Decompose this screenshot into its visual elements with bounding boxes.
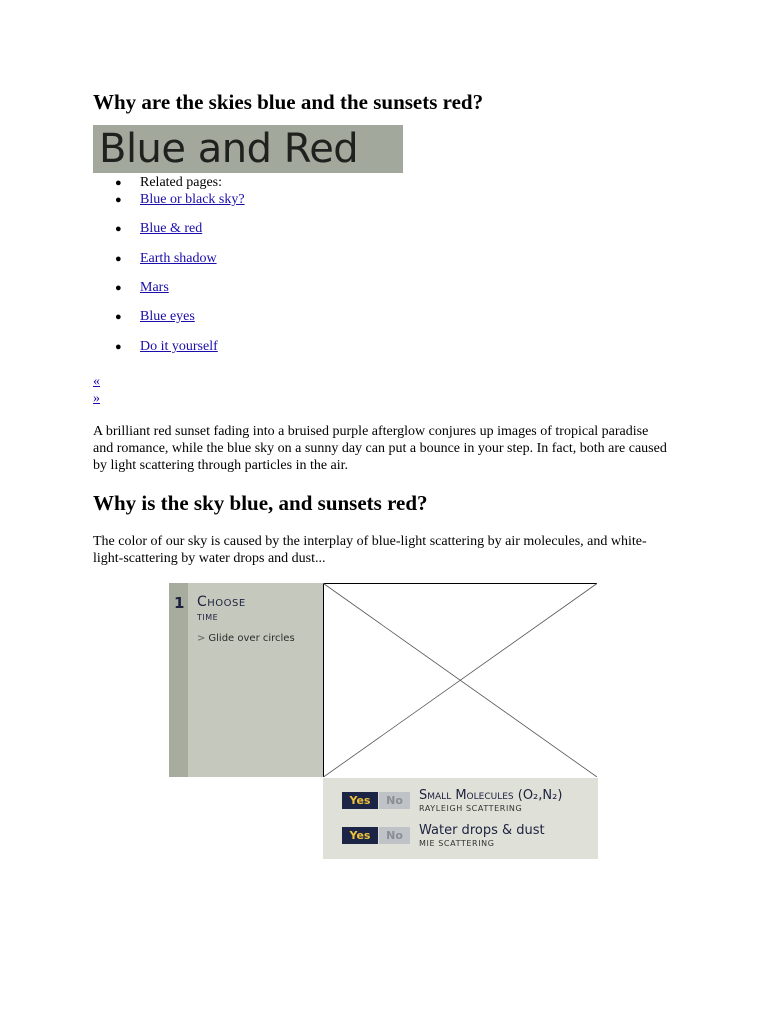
widget-step-panel [169, 583, 323, 777]
related-link-do-it-yourself[interactable]: Do it yourself [140, 339, 218, 354]
page-title: Why are the skies blue and the sunsets red? [93, 90, 484, 114]
instruction [197, 633, 295, 644]
no-button[interactable]: No [379, 827, 410, 844]
related-heading: Related pages: [140, 175, 223, 190]
bullet: ● [115, 223, 122, 235]
pager [93, 373, 100, 407]
related-link-earth-shadow[interactable]: Earth shadow [140, 251, 217, 266]
panel-strip [169, 583, 188, 777]
no-button[interactable]: No [379, 792, 410, 809]
related-link-blue-eyes[interactable]: Blue eyes [140, 309, 195, 324]
step-title-line-2: time [197, 609, 219, 623]
step-title-line-1: Choose [197, 594, 246, 610]
bullet: ● [115, 341, 122, 353]
bullet: ● [115, 253, 122, 265]
toggle-label: Water drops & dust [419, 823, 545, 838]
intro-paragraph: A brilliant red sunset fading into a bruised purple afterglow conjures up images of tropical paradise and romance, while the blue sky on a sunny day can put a bounce in your step. In fact, both are caused by light scattering through particles in the air. [93, 424, 667, 473]
section-heading: Why is the sky blue, and sunsets red? [93, 491, 428, 515]
yes-button[interactable]: Yes [342, 827, 378, 844]
missing-image-placeholder [323, 583, 598, 777]
related-link-blue-and-red[interactable]: Blue & red [140, 221, 203, 236]
related-link-blue-or-black-sky[interactable]: Blue or black sky? [140, 192, 245, 207]
banner-image: Blue and Red [93, 125, 403, 173]
bullet: ● [115, 282, 122, 294]
yes-button[interactable]: Yes [342, 792, 378, 809]
instruction-text: Glide over circles [208, 633, 295, 644]
chevron-right-icon: > [197, 633, 206, 644]
bullet: ● [115, 311, 122, 323]
step-number: 1 [174, 594, 185, 612]
prev-link[interactable]: « [93, 374, 100, 389]
toggle-sublabel: MIE SCATTERING [419, 839, 495, 848]
next-link[interactable]: » [93, 391, 100, 406]
toggle-label: Small Molecules (O₂,N₂) [419, 788, 563, 803]
bullet: ● [115, 177, 122, 189]
bullet: ● [115, 194, 122, 206]
toggle-sublabel: RAYLEIGH SCATTERING [419, 804, 523, 813]
scattering-toggles [323, 778, 598, 859]
related-link-mars[interactable]: Mars [140, 280, 169, 295]
section-paragraph: The color of our sky is caused by the interplay of blue-light scattering by air molecules, and white-light-scattering by water drops and dust... [93, 534, 647, 566]
step-title [197, 595, 246, 623]
